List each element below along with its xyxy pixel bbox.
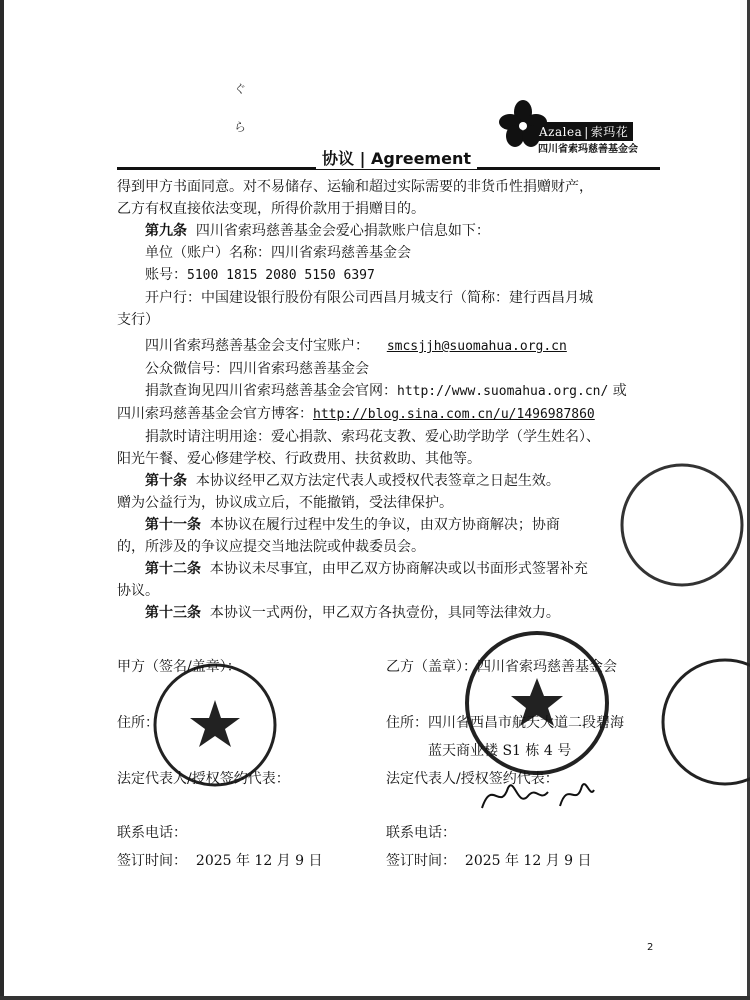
party-a-phone: 联系电话： [117, 825, 187, 841]
scan-edge-left [0, 0, 4, 1000]
date-label: 签订时间： [117, 853, 187, 869]
alipay-email-link[interactable]: smcsjjh@suomahua.org.cn [386, 339, 567, 354]
purpose-line-cont: 阳光午餐、爱心修建学校、行政费用、扶贫救助、其他等。 [117, 451, 481, 467]
agreement-body [117, 176, 660, 624]
article-text: 本协议在履行过程中发生的争议，由双方协商解决；协商 [209, 517, 560, 533]
article-10-cont: 赠为公益行为，协议成立后，不能撤销，受法律保护。 [117, 495, 453, 511]
handwritten-mark: ぐ [234, 82, 247, 96]
handwritten-marks [234, 70, 246, 146]
article-11-cont: 的，所涉及的争议应提交当地法院或仲裁委员会。 [117, 539, 425, 555]
date-value: 2025 年 12 月 9 日 [195, 853, 323, 869]
alipay-label: 四川省索玛慈善基金会支付宝账户： [145, 338, 369, 354]
alipay-line [117, 335, 660, 358]
or-text: 或 [612, 383, 627, 399]
article-13 [117, 602, 660, 624]
article-label: 第十条 [145, 473, 187, 489]
article-12 [117, 558, 660, 580]
party-b-phone: 联系电话： [386, 825, 456, 841]
bank-line-cont: 支行） [117, 312, 159, 328]
party-b-label: 乙方（盖章）：四川省索玛慈善基金会 [386, 659, 617, 675]
account-number: 5100 1815 2080 5150 6397 [187, 268, 375, 283]
account-label: 账号： [145, 267, 187, 283]
date-value: 2025 年 12 月 9 日 [464, 853, 592, 869]
blog-link[interactable]: http://blog.sina.com.cn/u/1496987860 [313, 407, 595, 422]
page-number: 2 [647, 942, 654, 953]
logo-cn: 索玛花 [590, 125, 629, 139]
party-b-date-line [386, 850, 592, 872]
edge-seal [655, 652, 750, 792]
article-12-cont: 协议。 [117, 583, 159, 599]
article-11 [117, 514, 660, 536]
continuation-line: 乙方有权直接依法变现，所得价款用于捐赠目的。 [117, 201, 425, 217]
overlap-seal [618, 450, 746, 600]
article-9 [117, 220, 660, 242]
blog-prefix: 四川索玛慈善基金会官方博客： [117, 406, 313, 422]
website-line [117, 380, 660, 403]
wechat-line: 公众微信号：四川省索玛慈善基金会 [145, 361, 369, 377]
bank-line: 开户行：中国建设银行股份有限公司西昌月城支行（简称：建行西昌月城 [145, 290, 593, 306]
logo-org-name: 四川省索玛慈善基金会 [538, 144, 638, 155]
article-label: 第十一条 [145, 517, 201, 533]
purpose-line: 捐款时请注明用途：爱心捐款、索玛花支教、爱心助学助学（学生姓名）、 [145, 429, 600, 445]
article-text: 本协议一式两份，甲乙双方各执壹份，具同等法律效力。 [209, 605, 560, 621]
article-label: 第九条 [145, 223, 187, 239]
party-b-rep: 法定代表人/授权签约代表： [386, 771, 559, 787]
query-prefix: 捐款查询见四川省索玛慈善基金会官网： [145, 383, 397, 399]
website-link[interactable]: http://www.suomahua.org.cn/ [397, 384, 609, 399]
party-a-address: 住所： [117, 715, 159, 731]
continuation-line: 得到甲方书面同意。对不易储存、运输和超过实际需要的非货币性捐赠财产， [117, 179, 593, 195]
article-text: 四川省索玛慈善基金会爱心捐款账户信息如下： [195, 223, 490, 239]
account-number-line [117, 264, 660, 287]
logo-en: Azalea [539, 125, 583, 139]
party-a-label: 甲方（签名/盖章）： [117, 659, 241, 675]
page-title: 协议 | Agreement [316, 146, 477, 169]
article-10 [117, 470, 660, 492]
party-a-rep: 法定代表人/授权签约代表： [117, 771, 290, 787]
article-text: 本协议未尽事宜，由甲乙双方协商解决或以书面形式签署补充 [209, 561, 588, 577]
article-label: 第十三条 [145, 605, 201, 621]
scan-edge-bottom [0, 996, 750, 1000]
handwritten-mark: ら [234, 120, 247, 134]
article-text: 本协议经甲乙双方法定代表人或授权代表签章之日起生效。 [195, 473, 560, 489]
date-label: 签订时间： [386, 853, 456, 869]
party-b-address-cont: 蓝天商业楼 S1 栋 4 号 [428, 743, 572, 759]
blog-line [117, 403, 660, 426]
party-a-date-line [117, 850, 323, 872]
article-label: 第十二条 [145, 561, 201, 577]
foundation-logo [498, 98, 666, 154]
handwritten-signature [478, 772, 598, 816]
party-b-address: 住所：四川省西昌市航天大道二段碧海 [386, 715, 624, 731]
account-name: 单位（账户）名称：四川省索玛慈善基金会 [145, 245, 411, 261]
logo-band: Azalea | 索玛花 [534, 122, 633, 141]
